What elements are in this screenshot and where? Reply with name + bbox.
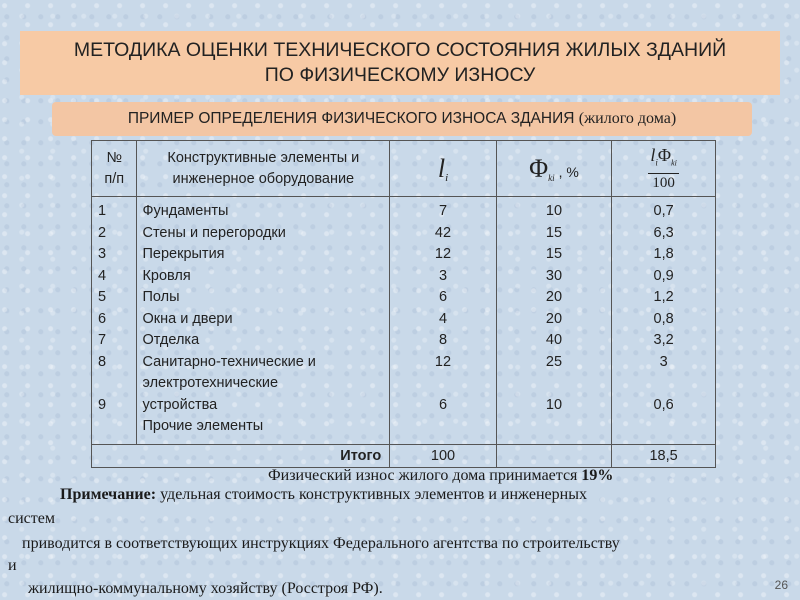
product-value: 6,3 bbox=[653, 224, 674, 241]
note-line-4: и bbox=[8, 557, 17, 574]
num-f: Φ bbox=[657, 144, 672, 165]
l-values-column bbox=[390, 197, 497, 445]
element-name: Окна и двери bbox=[142, 310, 233, 327]
header-number-line2: п/п bbox=[104, 170, 125, 187]
f-value: 10 bbox=[545, 396, 563, 413]
table-header-row bbox=[92, 141, 716, 197]
l-value: 7 bbox=[438, 203, 448, 219]
f-subscript: ki bbox=[548, 172, 555, 183]
note-line-3: приводится в соответствующих инструкциях Федерального агентства по строительству bbox=[22, 535, 620, 552]
slide-title-line1: МЕТОДИКА ОЦЕНКИ ТЕХНИЧЕСКОГО СОСТОЯНИЯ ЖИЛЫХ ЗДАНИЙ bbox=[73, 39, 727, 61]
row-number: 3 bbox=[98, 246, 107, 262]
header-number bbox=[92, 141, 137, 197]
total-l: 100 bbox=[390, 444, 497, 467]
conclusion-label: Физический износ жилого дома принимается bbox=[268, 467, 582, 484]
table-total-row bbox=[92, 444, 716, 467]
f-unit: , % bbox=[558, 163, 579, 180]
note-line-1 bbox=[60, 486, 587, 504]
product-value: 0,6 bbox=[653, 396, 674, 413]
l-value: 42 bbox=[434, 224, 452, 241]
f-symbol: Φ bbox=[529, 153, 549, 183]
header-product-formula bbox=[612, 141, 716, 197]
f-value: 20 bbox=[545, 310, 563, 327]
product-value: 0,8 bbox=[653, 310, 674, 327]
header-f-formula bbox=[496, 141, 611, 197]
f-value: 20 bbox=[545, 289, 563, 305]
element-name: Отделка bbox=[142, 332, 200, 348]
l-value: 12 bbox=[434, 246, 452, 262]
l-value: 8 bbox=[438, 332, 448, 348]
slide-title bbox=[20, 31, 780, 95]
l-value bbox=[390, 373, 496, 395]
conclusion-value: 19% bbox=[581, 467, 614, 484]
total-f bbox=[496, 444, 611, 467]
element-name: Перекрытия bbox=[142, 246, 225, 262]
note-line-5: жилищно-коммунальному хозяйству (Росстроя РФ). bbox=[28, 580, 383, 597]
num-l: l bbox=[650, 144, 656, 165]
header-l-formula bbox=[390, 141, 497, 197]
header-elements-line2: инженерное оборудование bbox=[172, 170, 355, 187]
row-number: 9 bbox=[98, 396, 107, 413]
product-fraction bbox=[648, 145, 678, 193]
element-name: Полы bbox=[142, 289, 180, 305]
total-label: Итого bbox=[92, 444, 390, 467]
fraction-numerator bbox=[648, 145, 678, 175]
note-text-1: удельная стоимость конструктивных элементов и инженерных bbox=[156, 486, 587, 503]
l-value: 4 bbox=[438, 310, 448, 327]
product-value: 3,2 bbox=[653, 332, 674, 348]
page-number: 26 bbox=[774, 578, 788, 592]
row-number: 8 bbox=[98, 353, 107, 370]
row-number: 2 bbox=[98, 224, 107, 241]
f-value: 15 bbox=[545, 224, 563, 241]
l-value: 3 bbox=[438, 267, 448, 284]
element-name: Санитарно-технические и bbox=[142, 353, 316, 370]
note-label: Примечание: bbox=[60, 486, 157, 503]
l-subscript: i bbox=[445, 171, 449, 184]
num-l-sub: i bbox=[655, 157, 658, 168]
note-line-2: систем bbox=[8, 510, 55, 527]
row-number: 6 bbox=[98, 310, 107, 327]
l-value: 6 bbox=[438, 289, 448, 305]
product-value: 0,7 bbox=[653, 203, 674, 219]
element-name: Кровля bbox=[142, 267, 191, 284]
table-body-row bbox=[92, 197, 716, 445]
l-value: 6 bbox=[438, 396, 448, 413]
f-values-column bbox=[496, 197, 611, 445]
element-name: электротехнические bbox=[142, 375, 279, 391]
element-name: Фундаменты bbox=[142, 203, 229, 219]
element-name: Прочие элементы bbox=[142, 418, 264, 434]
header-elements bbox=[137, 141, 390, 197]
row-number: 7 bbox=[98, 332, 107, 348]
subtitle-paren: (жилого дома) bbox=[578, 110, 677, 127]
f-value: 40 bbox=[545, 332, 563, 348]
slide-subtitle bbox=[52, 102, 752, 136]
header-elements-line1: Конструктивные элементы и bbox=[167, 149, 360, 166]
row-number: 5 bbox=[98, 289, 107, 305]
row-number: 1 bbox=[98, 203, 107, 219]
fraction-denominator: 100 bbox=[652, 175, 675, 192]
conclusion-text bbox=[268, 467, 613, 485]
product-value: 0,9 bbox=[653, 267, 674, 284]
wear-table bbox=[91, 140, 716, 468]
num-f-sub: ki bbox=[671, 158, 677, 168]
header-number-line1: № bbox=[106, 149, 123, 166]
f-value: 25 bbox=[545, 353, 563, 370]
l-symbol: l bbox=[437, 153, 446, 183]
product-value bbox=[612, 373, 715, 395]
row-number bbox=[92, 373, 136, 395]
f-value: 10 bbox=[545, 203, 563, 219]
row-number: 4 bbox=[98, 267, 107, 284]
subtitle-main: ПРИМЕР ОПРЕДЕЛЕНИЯ ФИЗИЧЕСКОГО ИЗНОСА ЗДАНИЯ bbox=[127, 110, 575, 127]
f-value bbox=[497, 373, 611, 395]
slide-title-line2: ПО ФИЗИЧЕСКОМУ ИЗНОСУ bbox=[264, 64, 536, 86]
numbers-column bbox=[92, 197, 137, 445]
total-product: 18,5 bbox=[612, 444, 716, 467]
product-value: 3 bbox=[659, 353, 668, 370]
element-name: устройства bbox=[142, 396, 218, 413]
product-value: 1,8 bbox=[653, 246, 674, 262]
f-value: 30 bbox=[545, 267, 563, 284]
product-values-column bbox=[612, 197, 716, 445]
product-value: 1,2 bbox=[653, 289, 674, 305]
f-value: 15 bbox=[545, 246, 563, 262]
element-name: Стены и перегородки bbox=[142, 224, 286, 241]
elements-column bbox=[137, 197, 390, 445]
l-value: 12 bbox=[434, 353, 452, 370]
